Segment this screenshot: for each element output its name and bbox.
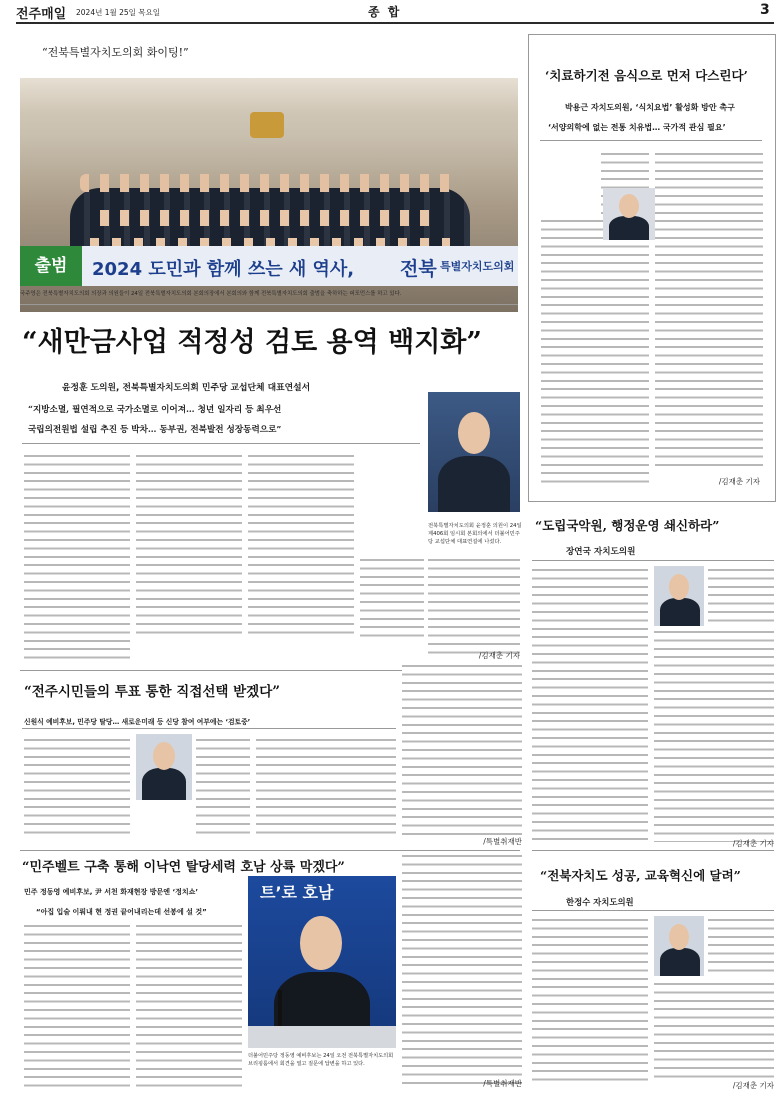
right-top-rule <box>540 140 762 141</box>
right-top-col1-photo-gap <box>541 150 601 216</box>
minju-top-rule <box>20 850 520 851</box>
edu-col1 <box>532 916 648 1086</box>
edu-byline: /김재춘 기자 <box>732 1081 774 1090</box>
crowd-faces-row2 <box>100 210 440 226</box>
section-title: 종 합 <box>368 5 402 19</box>
main-col3 <box>248 452 354 640</box>
banner-kicker: 출범 <box>20 246 82 286</box>
suit <box>142 768 186 800</box>
main-headline: “새만금사업 적정성 검토 용역 백지화” <box>22 327 482 358</box>
main-sub1: 윤정훈 도의원, 전북특별자치도의회 민주당 교섭단체 대표연설서 <box>62 383 311 393</box>
suit <box>609 216 649 240</box>
page-number: 3 <box>760 2 770 18</box>
face <box>669 574 689 600</box>
banner-text: 2024 도민과 함께 쓰는 새 역사, <box>92 259 355 280</box>
suit <box>660 598 700 626</box>
launch-banner-strip <box>20 246 518 286</box>
jeonju-sub: 신원식 예비후보, 민주당 탈당… 새로운미래 등 신당 참여 여부에는 ‘검토중’ <box>24 718 251 726</box>
edu-sub: 한정수 자치도의원 <box>566 897 634 907</box>
edu-headline: “전북자치도 성공, 교육혁신에 달려” <box>540 868 741 883</box>
minju-byline: /특별취재반 <box>483 1079 522 1088</box>
right-top-sub1: 박용근 자치도의원, ‘식치요법’ 활성화 방안 촉구 <box>565 103 735 112</box>
jung-dongyoung-photo <box>248 876 396 1048</box>
main-sub3: 국립의전원법 설립 추진 등 박차… 동부권, 전북발전 성장동력으로” <box>28 425 282 435</box>
jang-yeonguk-photo <box>654 566 704 626</box>
shin-wonsik-photo <box>136 734 192 800</box>
han-jeongsu-photo <box>654 916 704 976</box>
minju-sub1: 민주 정동영 예비후보, 尹 서천 화재현장 방문엔 ‘정치쇼’ <box>24 888 199 896</box>
minju-headline: “민주벨트 구축 통해 이낙연 탈당세력 호남 상륙 막겠다” <box>22 860 345 875</box>
minju-sub2: “아집 입술 이뤄내 현 정권 끝어내리는데 선봉에 설 것” <box>36 908 207 916</box>
hall-emblem <box>250 112 284 138</box>
masthead <box>0 0 781 22</box>
jeonju-byline: /특별취재반 <box>483 837 522 846</box>
face <box>619 194 639 218</box>
minju-col3 <box>402 852 522 1090</box>
paper-name: 전주매일 <box>16 7 67 22</box>
gukak-rule <box>532 560 774 561</box>
photo-banner-text: 트’로 호남 <box>260 883 334 902</box>
jeonju-col1 <box>24 736 130 840</box>
park-yonggeun-photo <box>603 188 655 240</box>
jeonju-sub-rule <box>22 728 396 729</box>
top-photo-caption: 국주영은 전북특별자치도의회 의장과 의원들이 24일 전북특별자치도의회 본회의장에서 본회의와 함께 전북특별자치도의회 출범을 축하하는 퍼포먼스를 하고 있다. <box>20 291 402 297</box>
jeonju-headline: “전주시민들의 투표 통한 직접선택 받겠다” <box>24 684 281 700</box>
gukak-col2 <box>708 566 774 622</box>
podium <box>248 1026 396 1048</box>
masthead-rule <box>16 22 774 24</box>
top-photo-headline: “전북특별자치도의회 화이팅!” <box>42 46 189 59</box>
hall-ceiling <box>20 78 518 114</box>
face <box>669 924 689 950</box>
main-col2 <box>136 452 242 640</box>
banner-brand: 전북 <box>400 258 437 280</box>
suit <box>438 456 510 512</box>
face <box>300 916 342 970</box>
minju-photo-caption: 더불어민주당 정동영 예비후보는 24일 오전 전북특별자치도의회 브리핑룸에서 회견을 열고 질문에 답변을 하고 있다. <box>248 1053 394 1068</box>
crowd-faces <box>80 174 460 192</box>
right-top-headline: ‘치료하기전 음식으로 먼저 다스린다’ <box>545 68 748 83</box>
main-col3b <box>360 556 424 640</box>
gukak-col1 <box>532 566 648 842</box>
suit <box>660 948 700 976</box>
gukak-sub: 장연국 자치도의원 <box>566 547 636 557</box>
jeonju-col3 <box>256 736 396 840</box>
main-col1 <box>24 452 130 664</box>
right-top-sub2: ‘서양의학에 없는 전통 치유법… 국가적 관심 필요’ <box>548 123 726 132</box>
face <box>458 412 490 454</box>
main-photo-caption: 전북특별자치도의회 윤정훈 의원이 24일 제406회 임시회 본회의에서 더불어민주당 교섭단체 대표연설에 나섰다. <box>428 523 522 546</box>
gukak-col2b <box>654 628 774 842</box>
edu-col2b <box>654 980 774 1080</box>
right-top-col2 <box>655 150 763 470</box>
main-byline: /김재춘 기자 <box>478 651 520 660</box>
minju-col2 <box>136 922 242 1090</box>
jeonju-col4 <box>402 662 522 838</box>
banner-tail: 특별자치도의회 <box>440 260 515 273</box>
edu-col2 <box>708 916 774 976</box>
jeonju-col2 <box>196 736 250 840</box>
gukak-headline: “도립국악원, 행정운영 쇄신하라” <box>535 518 720 533</box>
microphone <box>278 990 282 1030</box>
edu-rule <box>532 910 774 911</box>
yoon-junghoon-photo <box>428 392 520 512</box>
face <box>153 742 175 770</box>
issue-date: 2024년 1월 25일 목요일 <box>76 8 161 17</box>
right-top-byline: /김재춘 기자 <box>718 477 760 486</box>
main-sub2: “지방소멸, 필연적으로 국가소멸로 이어져… 청년 일자리 등 최우선 <box>28 405 282 415</box>
main-col4 <box>428 556 520 656</box>
minju-col1 <box>24 922 130 1090</box>
edu-top-rule <box>532 850 774 851</box>
main-sub-rule <box>22 443 420 444</box>
gukak-byline: /김재춘 기자 <box>732 839 774 848</box>
top-photo-rule <box>20 304 518 305</box>
